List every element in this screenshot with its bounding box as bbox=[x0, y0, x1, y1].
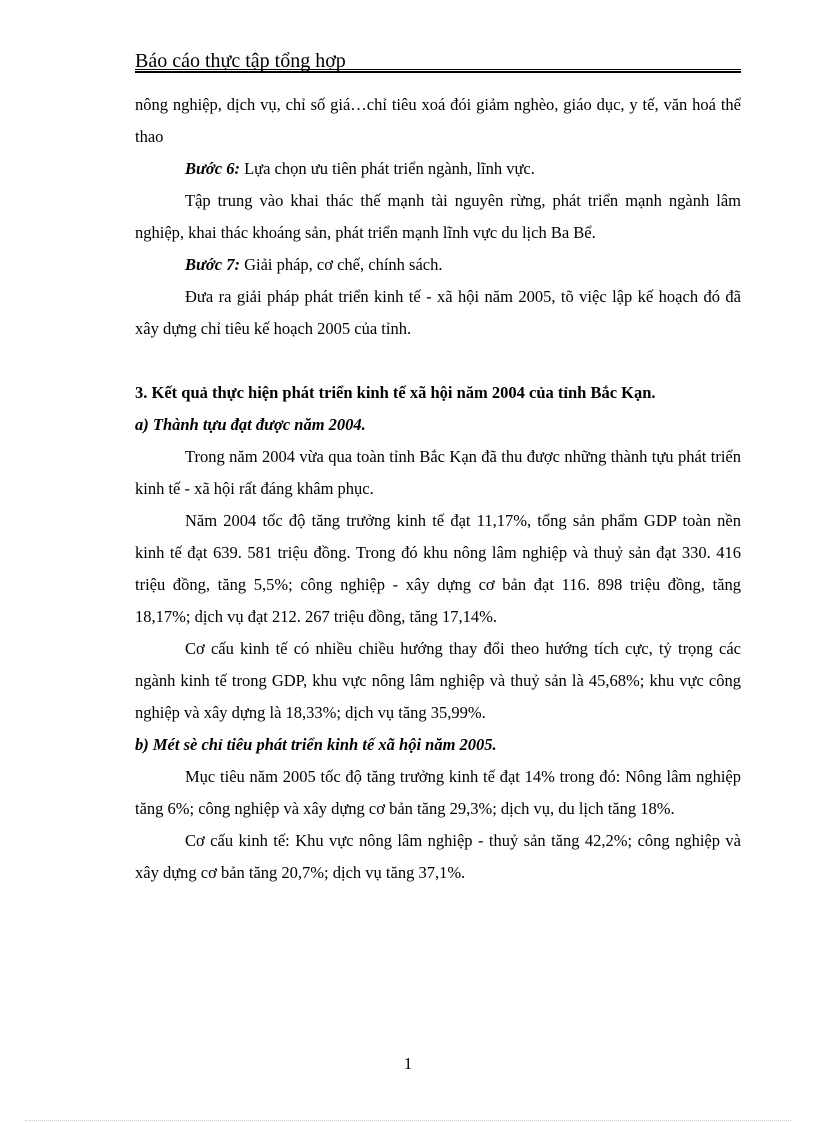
paragraph-intro: nông nghiệp, dịch vụ, chỉ số giá…chỉ tiêu xoá đói giảm nghèo, giáo dục, y tế, văn hoá thể thao bbox=[135, 95, 741, 146]
subsection-a-heading: a) Thành tựu đạt được năm 2004. bbox=[135, 415, 366, 434]
header-rule-thin bbox=[135, 69, 741, 70]
step-6-label: Bước 6: bbox=[185, 159, 240, 178]
paragraph-step-6 bbox=[135, 153, 741, 185]
paragraph-solution: Đưa ra giải pháp phát triển kinh tế - xã hội năm 2005, tõ việc lập kế hoạch đó đã xây dựng chỉ tiêu kế hoạch 2005 của tỉnh. bbox=[135, 287, 741, 338]
page-header-title: Báo cáo thực tập tổng hợp bbox=[135, 50, 346, 72]
paragraph-structure-2005: Cơ cấu kinh tế: Khu vực nông lâm nghiệp - thuỷ sản tăng 42,2%; công nghiệp và xây dựng cơ bản tăng 20,7%; dịch vụ tăng 37,1%. bbox=[135, 831, 741, 882]
paragraph-step-7 bbox=[135, 249, 741, 281]
page-bottom-divider bbox=[25, 1120, 791, 1121]
step-7-text: Giải pháp, cơ chế, chính sách. bbox=[239, 255, 443, 274]
paragraph-achievements: Trong năm 2004 vừa qua toàn tỉnh Bắc Kạn đã thu được những thành tựu phát triển kinh tế - xã hội rất đáng khâm phục. bbox=[135, 447, 741, 498]
step-6-text: Lựa chọn ưu tiên phát triển ngành, lĩnh vực. bbox=[239, 159, 535, 178]
paragraph-spacer bbox=[135, 345, 741, 377]
section-3-heading: 3. Kết quả thực hiện phát triển kinh tế xã hội năm 2004 của tỉnh Bắc Kạn. bbox=[135, 383, 656, 402]
paragraph-target-2005: Mục tiêu năm 2005 tốc độ tăng trưởng kinh tế đạt 14% trong đó: Nông lâm nghiệp tăng 6%; công nghiệp và xây dựng cơ bản tăng 29,3%; dịch vụ, du lịch tăng 18%. bbox=[135, 767, 741, 818]
document-body bbox=[135, 89, 741, 889]
header-rule-thick bbox=[135, 71, 741, 73]
page-number: 1 bbox=[403, 1054, 413, 1073]
step-7-label: Bước 7: bbox=[185, 255, 240, 274]
paragraph-growth-2004: Năm 2004 tốc độ tăng trưởng kinh tế đạt 11,17%, tổng sản phẩm GDP toàn nền kinh tế đạt 639. 581 triệu đồng. Trong đó khu nông lâm nghiệp và thuỷ sản đạt 330. 416 triệu đồng, tăng 5,5%; công nghiệp - xây dựng cơ bản đạt 116. 898 triệu đồng, tăng 18,17%; dịch vụ đạt 212. 267 triệu đồng, tăng 17,14%. bbox=[135, 511, 741, 626]
paragraph-structure-2004: Cơ cấu kinh tế có nhiều chiều hướng thay đổi theo hướng tích cực, tỷ trọng các ngành kinh tế trong GDP, khu vực nông lâm nghiệp và thuỷ sản là 45,68%; khu vực công nghiệp và xây dựng là 18,33%; dịch vụ tăng 35,99%. bbox=[135, 639, 741, 722]
subsection-b-heading: b) Mét sè chỉ tiêu phát triển kinh tế xã hội năm 2005. bbox=[135, 735, 497, 754]
paragraph-focus: Tập trung vào khai thác thế mạnh tài nguyên rừng, phát triển mạnh ngành lâm nghiệp, khai thác khoáng sản, phát triển mạnh lĩnh vực du lịch Ba Bể. bbox=[135, 191, 741, 242]
